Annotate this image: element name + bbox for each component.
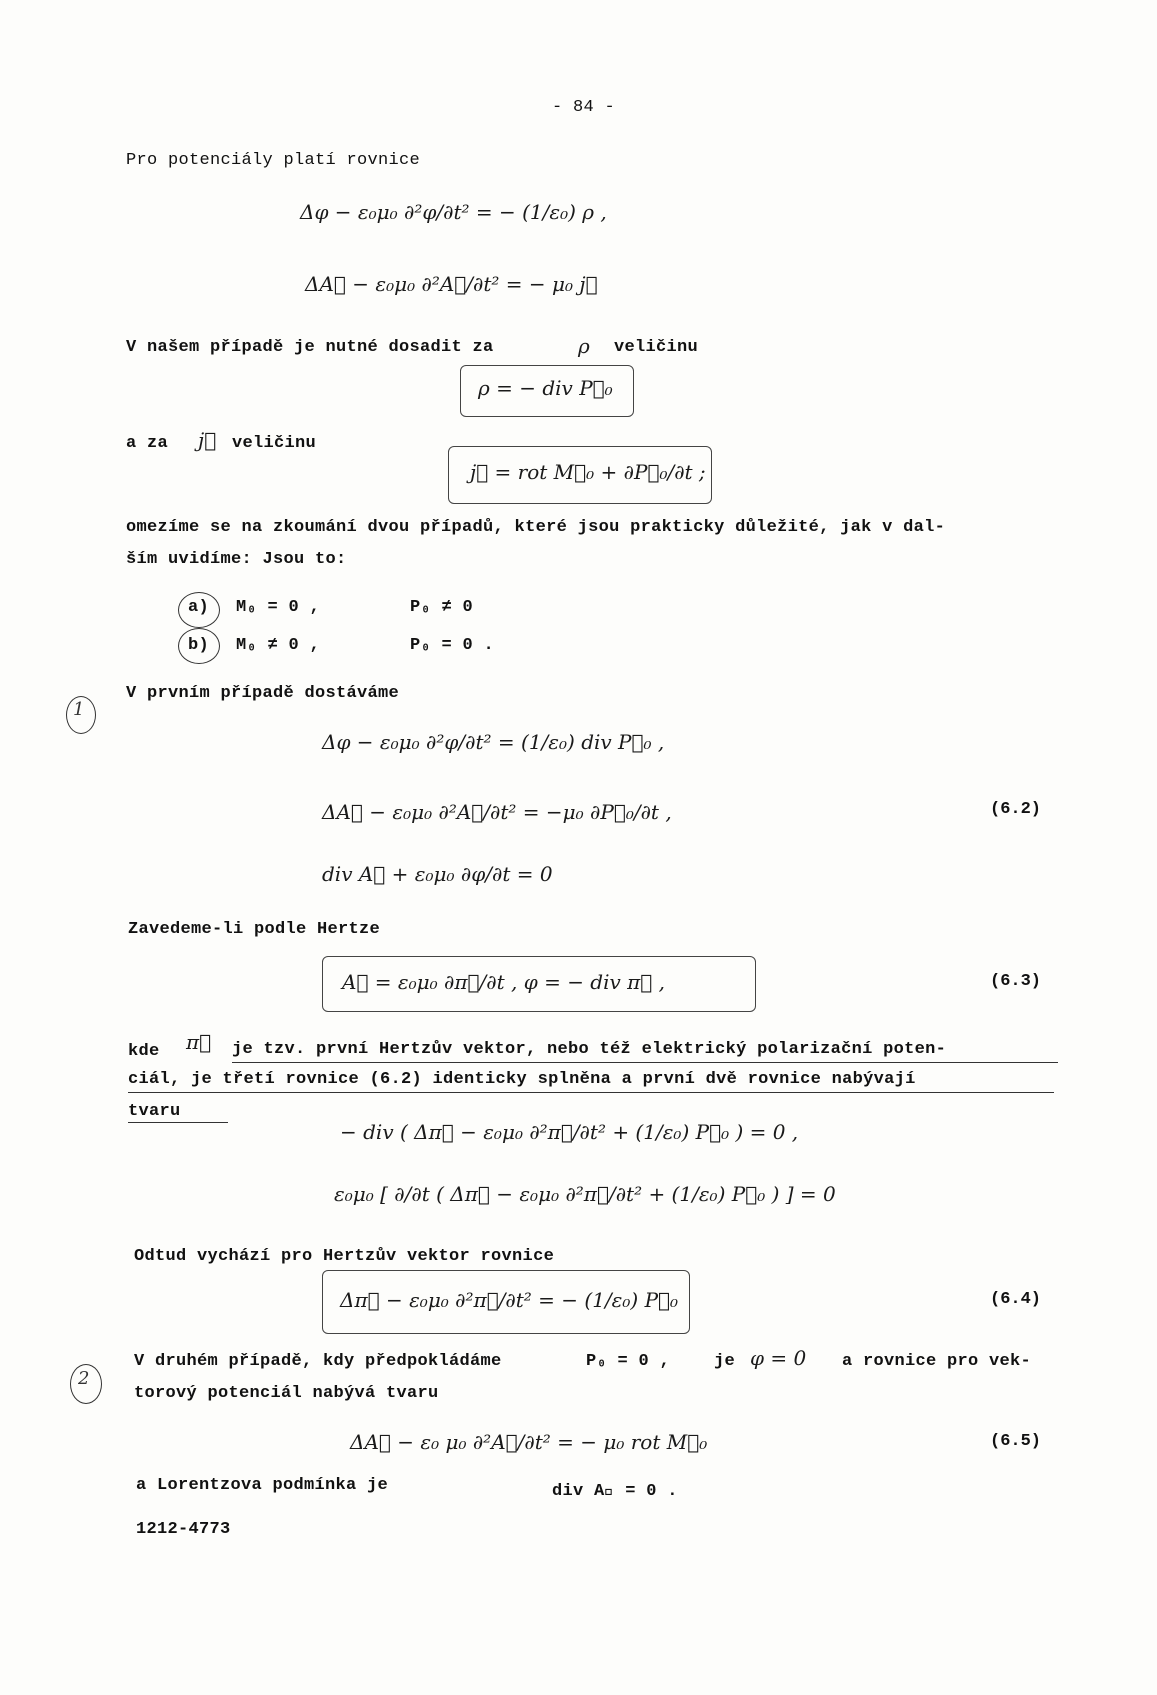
text-line-12c: je	[714, 1352, 736, 1371]
margin-note-2: 2	[78, 1368, 90, 1389]
text-line-14b: div A⃗ = 0 .	[552, 1482, 678, 1501]
equation-number-6-3: (6.3)	[990, 972, 1042, 991]
equation-hertz-div: − div ( Δπ⃗ − ε₀μ₀ ∂²π⃗/∂t² + (1/ε₀) P⃗₀ ) = 0 ,	[340, 1120, 799, 1144]
case-a-p: P₀ ≠ 0	[410, 598, 474, 617]
equation-hertz-wave: Δπ⃗ − ε₀μ₀ ∂²π⃗/∂t² = − (1/ε₀) P⃗₀	[340, 1288, 679, 1312]
equation-phi-zero: φ = 0	[750, 1346, 807, 1370]
text-line-4: omezíme se na zkoumání dvou případů, které jsou prakticky důležité, jak v dal-	[126, 518, 946, 537]
text-line-12b: P₀ = 0 ,	[586, 1352, 671, 1371]
underline-line-10	[128, 1122, 228, 1123]
equation-rho-definition: ρ = − div P⃗₀	[478, 376, 613, 400]
equation-case1-vector: ΔA⃗ − ε₀μ₀ ∂²A⃗/∂t² = −μ₀ ∂P⃗₀/∂t ,	[322, 800, 672, 824]
case-b-m: M₀ ≠ 0 ,	[236, 636, 321, 655]
margin-note-1: 1	[73, 699, 85, 720]
text-line-10: tvaru	[128, 1102, 181, 1121]
equation-case2-vector: ΔA⃗ − ε₀ μ₀ ∂²A⃗/∂t² = − μ₀ rot M⃗₀	[350, 1430, 708, 1454]
underline-line-9	[128, 1092, 1054, 1093]
text-line-2b: veličinu	[614, 338, 699, 357]
text-line-13: torový potenciál nabývá tvaru	[134, 1384, 439, 1403]
equation-scalar-potential: Δφ − ε₀μ₀ ∂²φ/∂t² = − (1/ε₀) ρ ,	[300, 200, 607, 224]
case-a-m: M₀ = 0 ,	[236, 598, 321, 617]
text-line-8a: kde	[128, 1042, 160, 1061]
case-b-p: P₀ = 0 .	[410, 636, 495, 655]
text-line-3b: veličinu	[232, 434, 317, 453]
text-line-12d: a rovnice pro vek-	[842, 1352, 1032, 1371]
text-line-2: V našem případě je nutné dosadit za	[126, 338, 494, 357]
underline-line-8	[232, 1062, 1058, 1063]
text-line-12a: V druhém případě, kdy předpokládáme	[134, 1352, 502, 1371]
equation-j-definition: j⃗ = rot M⃗₀ + ∂P⃗₀/∂t ;	[470, 460, 706, 484]
text-line-11: Odtud vychází pro Hertzův vektor rovnice	[134, 1247, 555, 1266]
equation-number-6-2: (6.2)	[990, 800, 1042, 819]
text-line-5: ším uvidíme: Jsou to:	[126, 550, 347, 569]
footer-code: 1212-4773	[136, 1520, 231, 1539]
text-line-3: a za	[126, 434, 169, 453]
case-a-label: a)	[188, 598, 210, 617]
text-line-8b: je tzv. první Hertzův vektor, nebo též elektrický polarizační poten-	[232, 1040, 947, 1059]
text-line-6: V prvním případě dostáváme	[126, 684, 400, 703]
text-line-7: Zavedeme-li podle Hertze	[128, 920, 381, 939]
equation-case1-scalar: Δφ − ε₀μ₀ ∂²φ/∂t² = (1/ε₀) div P⃗₀ ,	[322, 730, 665, 754]
text-line-9: ciál, je třetí rovnice (6.2) identicky splněna a první dvě rovnice nabývají	[128, 1070, 916, 1089]
text-line-14: a Lorentzova podmínka je	[136, 1476, 389, 1495]
text-line-1: Pro potenciály platí rovnice	[126, 151, 421, 170]
symbol-rho: ρ	[578, 334, 590, 358]
symbol-j: j⃗	[198, 428, 217, 452]
equation-lorentz-gauge: div A⃗ + ε₀μ₀ ∂φ/∂t = 0	[322, 862, 553, 886]
page-number: - 84 -	[552, 98, 616, 117]
equation-hertz-time: ε₀μ₀ [ ∂/∂t ( Δπ⃗ − ε₀μ₀ ∂²π⃗/∂t² + (1/ε₀) P⃗₀ ) ] = 0	[334, 1182, 836, 1206]
equation-hertz-definition: A⃗ = ε₀μ₀ ∂π⃗/∂t , φ = − div π⃗ ,	[342, 970, 666, 994]
equation-vector-potential: ΔA⃗ − ε₀μ₀ ∂²A⃗/∂t² = − μ₀ j⃗	[305, 272, 598, 296]
case-b-label: b)	[188, 636, 210, 655]
symbol-pi: π⃗	[186, 1030, 212, 1054]
equation-number-6-5: (6.5)	[990, 1432, 1042, 1451]
equation-number-6-4: (6.4)	[990, 1290, 1042, 1309]
